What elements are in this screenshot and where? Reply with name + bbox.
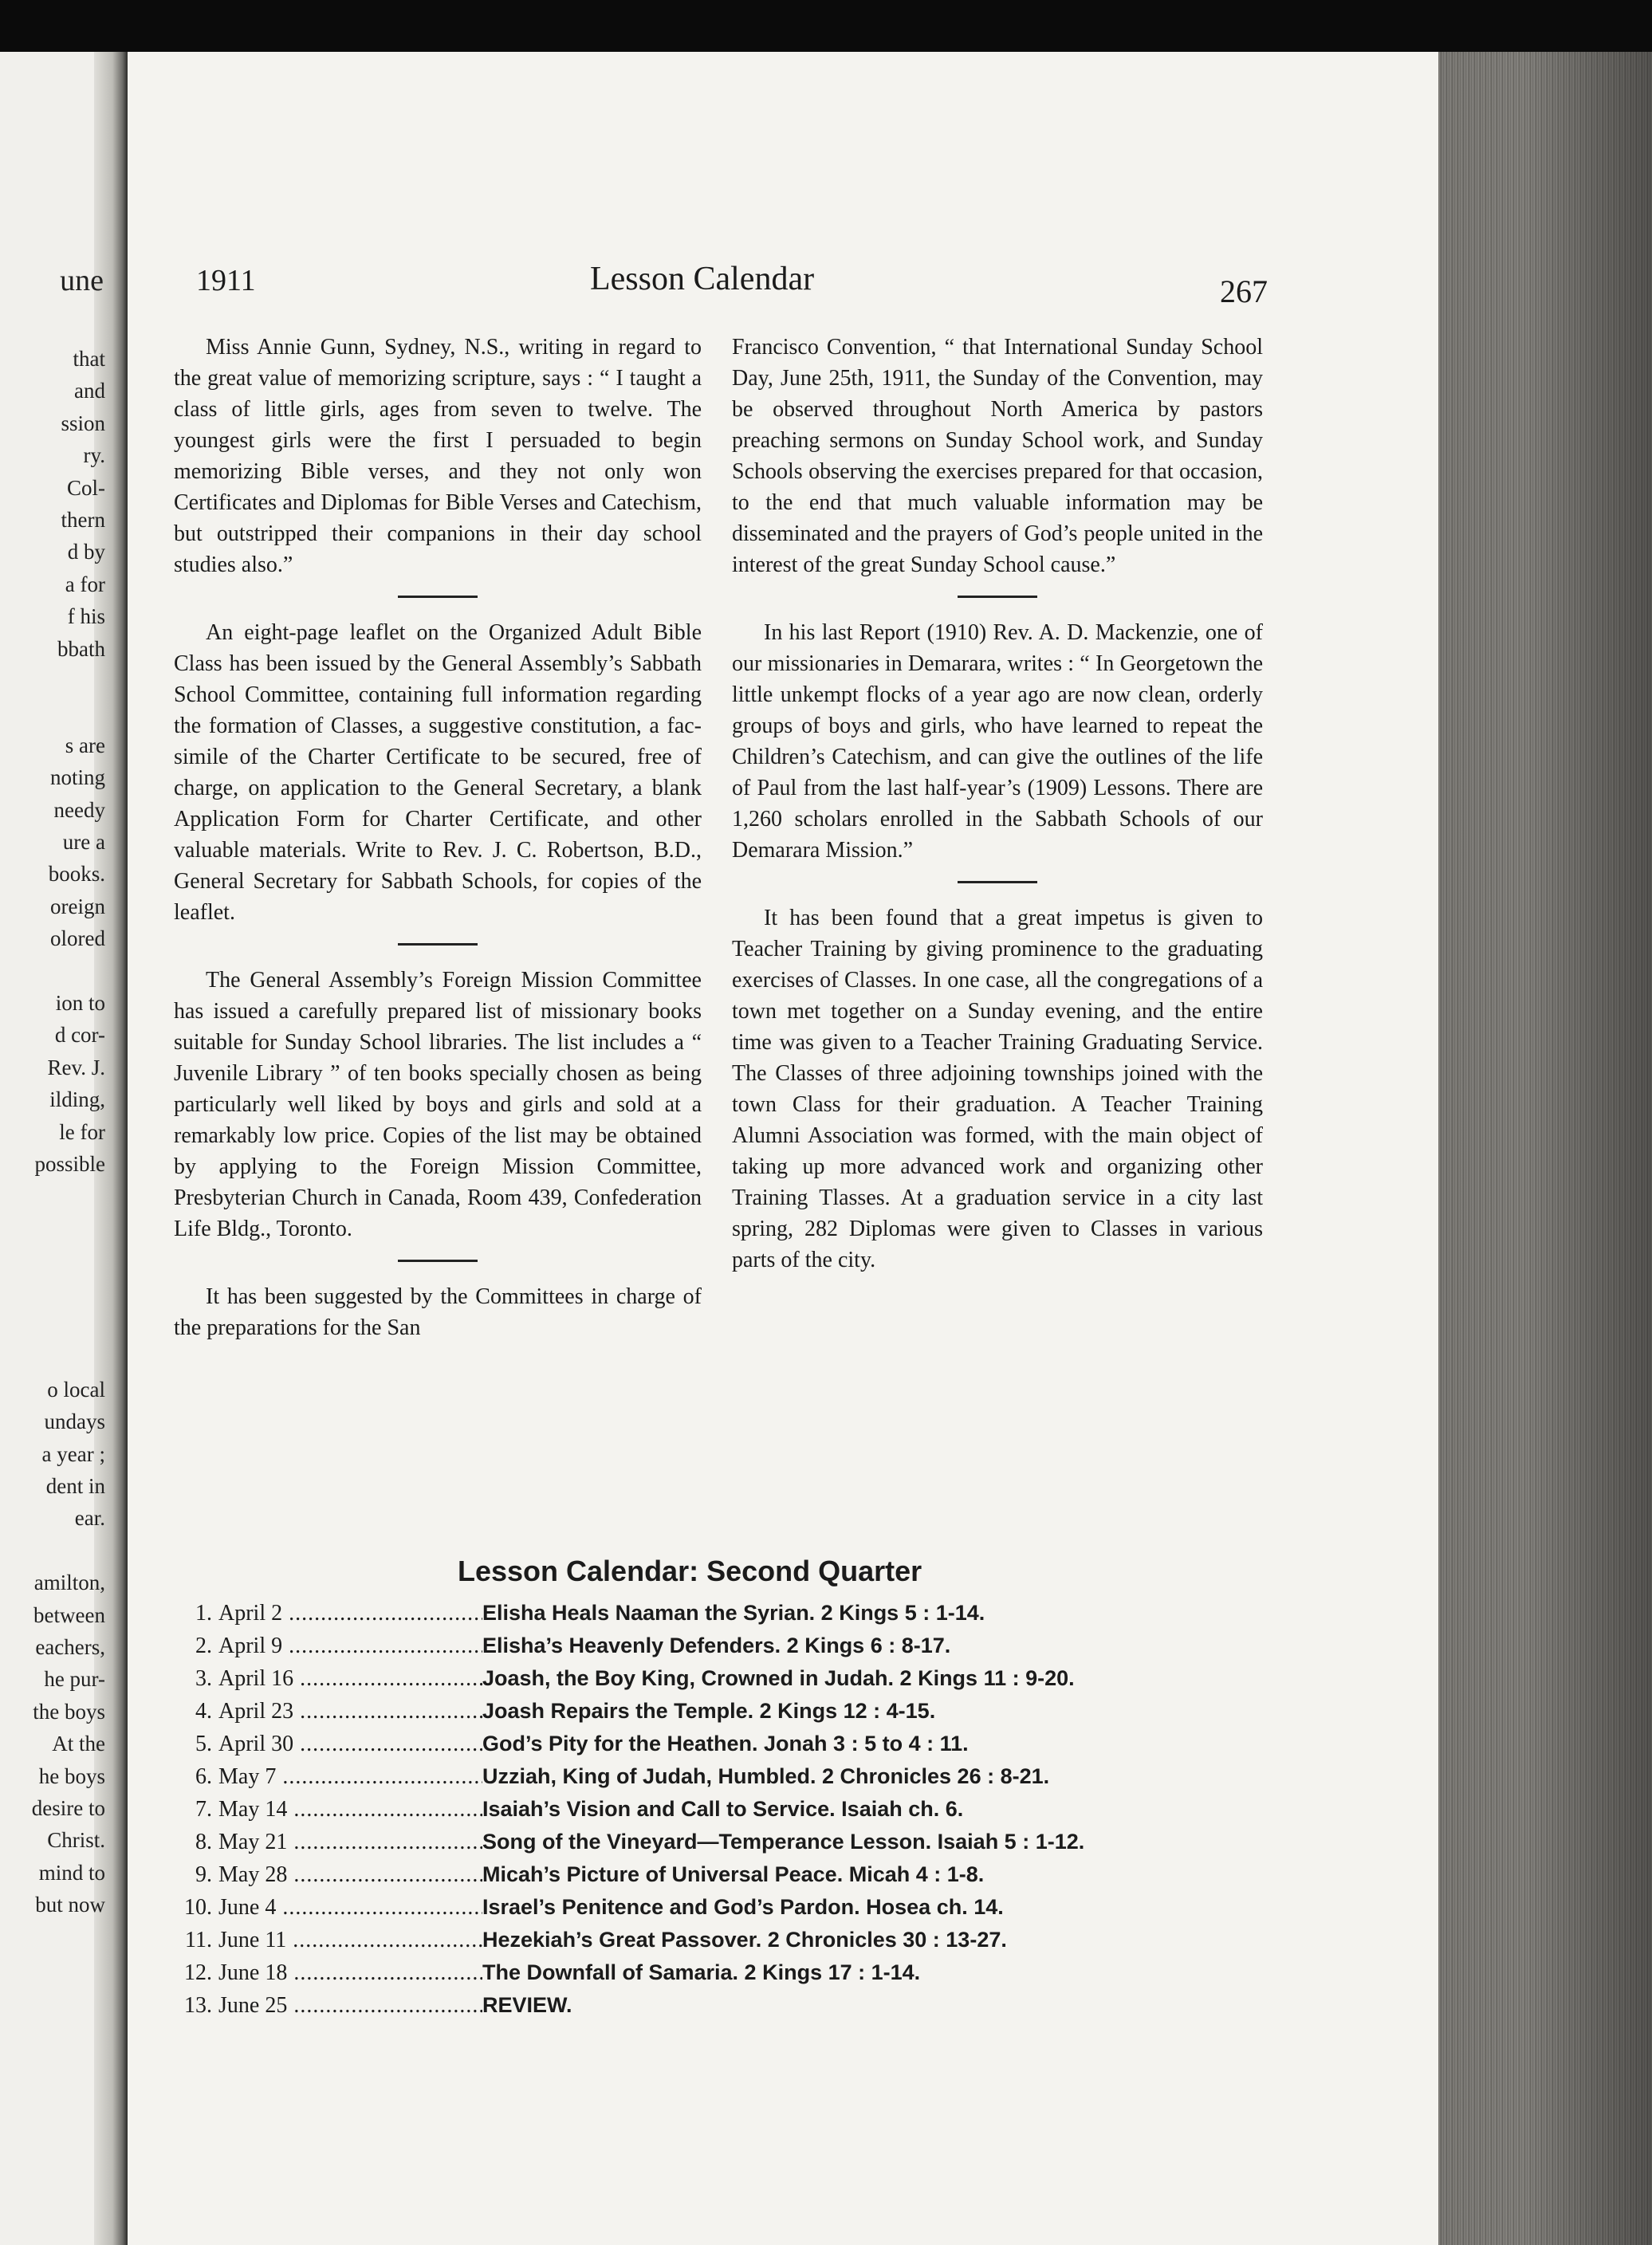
lesson-title: Joash, the Boy King, Crowned in Judah. 2 Kings 11 : 9-20. [482,1666,1075,1690]
lesson-title: Israel’s Penitence and God’s Pardon. Hosea ch. 14. [482,1895,1004,1919]
paragraph-missionary-books: The General Assembly’s Foreign Mission Committee has issued a carefully prepared list of missionary books suitable for Sunday School libraries. The list includes a “ Juvenile Library ” of ten books specially chosen as being particularly well liked by boys and girls and sold at a remarkably low price. Copies of the list may be obtained by applying to the Foreign Mission Committee, Presbyterian Church in Canada, Room 439, Confederation Life Bldg., Toronto. [174,968,702,1241]
left-page-fragment: a year ; [41,1441,105,1466]
left-page-fragment: the boys [33,1699,105,1724]
divider [398,943,478,946]
page-edges-shade [1438,52,1652,2245]
left-page-fragment: dent in [45,1474,105,1498]
lesson-row [177,1891,1293,1924]
left-page-fragment: that [73,347,105,371]
lesson-number: 4. [195,1699,212,1724]
left-page-fragment: desire to [31,1796,105,1820]
lesson-title: REVIEW. [482,1993,572,2017]
left-page-fragment: he boys [38,1763,105,1788]
left-page-fragment: between [33,1602,105,1627]
lesson-row [177,1597,1293,1630]
lesson-number: 11. [185,1928,212,1952]
left-page-fragment: d cor- [54,1023,105,1048]
left-page-fragment: possible [34,1152,105,1176]
left-page-fragment: eachers, [35,1635,105,1659]
lesson-number: 12. [184,1960,212,1985]
left-page-fragment: le for [59,1119,105,1144]
right-column [732,332,1263,1276]
lesson-title: Uzziah, King of Judah, Humbled. 2 Chronicles 26 : 8-21. [482,1764,1050,1788]
divider [398,1260,478,1262]
left-page-fragment: needy [53,797,105,822]
left-page-fragment: undays [44,1410,105,1434]
left-page-fragment: Rev. J. [47,1055,105,1079]
left-page-fragment: d by [67,540,105,564]
paragraph-memorizing: Miss Annie Gunn, Sydney, N.S., writing in regard to the great value of memorizing scripture, says : “ I taught a class of little girls, ages from seven to twelve. The youngest girls were the first I persuaded to begin memorizing Bible verses, and they not only won Certificates and Diplomas for Bible Verses and Catechism, but outstripped their companions in their day school studies also.” [174,335,702,577]
lesson-row [177,1793,1293,1826]
lesson-number: 9. [195,1862,212,1887]
left-page-fragment: ure a [62,830,105,854]
left-page-fragment: noting [49,765,105,790]
lesson-title: Elisha Heals Naaman the Syrian. 2 Kings 5 : 1-14. [482,1601,985,1625]
header-year: 1911 [196,264,256,297]
lesson-date: April 30 ..... [218,1728,482,1760]
lesson-date: May 21 ..... [218,1826,482,1858]
left-page-fragment: mind to [38,1860,105,1885]
lesson-row [177,1760,1293,1793]
paragraph-convention-continued: Francisco Convention, “ that International Sunday School Day, June 25th, 1911, the Sunday of the Convention, may be observed throughout North America by pastors preaching sermons on Sunday School work, and Sunday Schools observing the exercises prepared for that occasion, to the end that much valuable information may be disseminated and the prayers of God’s people united in the interest of the great Sunday School cause.” [732,335,1263,577]
left-page-fragment: ion to [55,991,105,1015]
lesson-date: April 9 ..... [218,1630,482,1662]
divider [958,596,1037,598]
lesson-row [177,1956,1293,1989]
lesson-date: June 11 ..... [218,1924,482,1956]
paragraph-leaflet: An eight-page leaflet on the Organized Adult Bible Class has been issued by the General Assembly’s Sabbath School Committee, containing full information regarding the formation of Classes, a suggestive constitution, a fac-simile of the Charter Certificate to be secured, free of charge, on application to the General Secretary, a blank Application Form for Charter Certificate, and other valuable materials. Write to Rev. J. C. Robertson, B.D., General Secretary for Sabbath Schools, for copies of the leaflet. [174,620,702,925]
lesson-title: Song of the Vineyard—Temperance Lesson. Isaiah 5 : 1-12. [482,1830,1085,1854]
lesson-date: April 2 ..... [218,1597,482,1630]
left-column [174,332,702,1343]
left-page-fragment: he pur- [44,1667,105,1692]
lesson-date: April 23 ..... [218,1695,482,1728]
lesson-title: Hezekiah’s Great Passover. 2 Chronicles 30 : 13-27. [482,1928,1007,1952]
lesson-row [177,1695,1293,1728]
calendar-title: Lesson Calendar: Second Quarter [458,1555,922,1587]
lesson-row [177,1728,1293,1760]
page-number: 267 [1220,273,1268,309]
lesson-number: 2. [195,1634,212,1658]
left-page-fragment: bbath [57,636,105,661]
lesson-date: May 14 ..... [218,1793,482,1826]
left-page-fragment: ry. [83,443,105,468]
left-page-heading: une [60,264,104,297]
left-page-fragment: but now [35,1893,105,1917]
lesson-title: Elisha’s Heavenly Defenders. 2 Kings 6 : 8-17. [482,1634,951,1657]
paragraph-demarara: In his last Report (1910) Rev. A. D. Mackenzie, one of our missionaries in Demarara, writes : “ In Georgetown the little unkempt flocks of a year ago are now clean, orderly groups of boys and girls, who have learned to repeat the Children’s Catechism, and can give the outlines of the life of Paul from the last half-year’s (1909) Lessons. There are 1,260 scholars enrolled in the Sabbath Schools of our Demarara Mission.” [732,620,1263,863]
lesson-number: 6. [195,1764,212,1789]
left-page-fragment: a for [65,572,105,596]
left-page-fragment: s are [65,733,105,757]
lesson-number: 3. [195,1666,212,1691]
lesson-calendar-list [177,1597,1293,2022]
lesson-number: 10. [184,1895,212,1920]
left-page-fragment: thern [61,508,105,532]
left-page-fragment: Christ. [47,1828,105,1853]
left-page-fragment: Col- [66,475,105,500]
lesson-number: 8. [195,1830,212,1854]
left-page-fragment: ssion [61,411,105,435]
left-page-fragment: At the [52,1732,105,1756]
left-page-fragment: olored [50,926,105,951]
left-page-fragment: ilding, [49,1087,105,1112]
left-page-fragment: f his [67,604,105,629]
paragraph-teacher-training: It has been found that a great impetus is given to Teacher Training by giving prominence to the graduating exercises of Classes. In one case, all the congregations of a town met together on a Sunday evening, and the entire time was given to a Teacher Training Graduating Service. The Classes of three adjoining townships joined with the town Class for their graduation. A Teacher Training Alumni Association was formed, with the main object of taking up more advanced work and organizing other Training Tlasses. At a graduation service in a city last spring, 282 Diplomas were given to Classes in various parts of the city. [732,906,1263,1272]
left-page-fragment: o local [47,1377,105,1402]
lesson-title: Micah’s Picture of Universal Peace. Micah 4 : 1-8. [482,1862,985,1886]
lesson-number: 7. [195,1797,212,1822]
lesson-date: June 18 ..... [218,1956,482,1989]
lesson-row [177,1826,1293,1858]
lesson-row [177,1989,1293,2022]
lesson-date: June 4 ..... [218,1891,482,1924]
left-page-fragment: and [74,379,105,403]
left-page-fragment: books. [48,862,105,887]
paragraph-convention-start: It has been suggested by the Committees in charge of the preparations for the San [174,1284,702,1340]
lesson-title: God’s Pity for the Heathen. Jonah 3 : 5 to 4 : 11. [482,1732,969,1756]
left-page-fragment: amilton, [33,1571,105,1595]
lesson-date: May 7 ..... [218,1760,482,1793]
left-page-fragment: ear. [74,1506,105,1531]
lesson-number: 1. [195,1601,212,1626]
lesson-number: 13. [184,1993,212,2018]
lesson-date: May 28 ..... [218,1858,482,1891]
lesson-row [177,1662,1293,1695]
lesson-row [177,1630,1293,1662]
divider [398,596,478,598]
lesson-row [177,1858,1293,1891]
divider [958,881,1037,883]
lesson-date: June 25 ..... [218,1989,482,2022]
lesson-date: April 16 ..... [218,1662,482,1695]
lesson-title: Joash Repairs the Temple. 2 Kings 12 : 4-15. [482,1699,936,1723]
lesson-number: 5. [195,1732,212,1756]
lesson-row [177,1924,1293,1956]
left-page-fragment: oreign [50,894,105,918]
lesson-title: Isaiah’s Vision and Call to Service. Isaiah ch. 6. [482,1797,964,1821]
header-title: Lesson Calendar [590,261,815,297]
lesson-title: The Downfall of Samaria. 2 Kings 17 : 1-14. [482,1960,921,1984]
